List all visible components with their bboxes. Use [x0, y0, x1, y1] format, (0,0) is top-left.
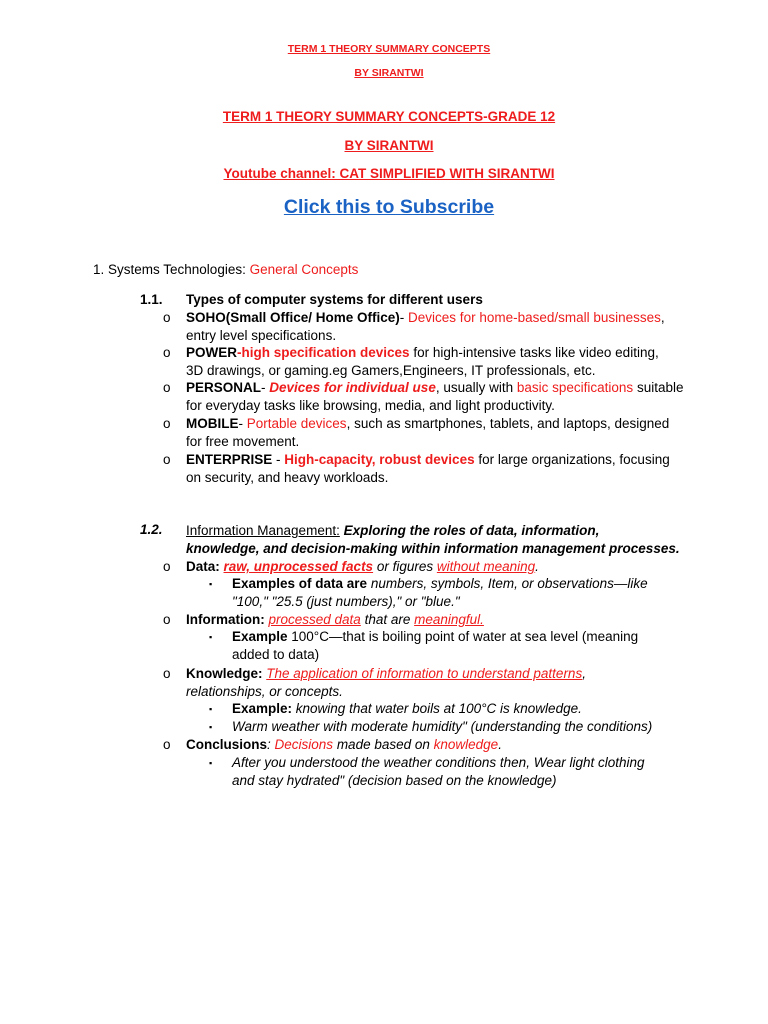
example-label: Example — [232, 629, 288, 644]
list-item-power — [186, 344, 659, 380]
separator: - — [238, 416, 247, 431]
text: made based on — [333, 737, 434, 752]
bullet-marker: o — [163, 416, 171, 431]
bullet-marker: o — [163, 666, 171, 681]
square-bullet: ▪ — [209, 758, 213, 768]
text: , such as smartphones, tablets, and laptops, designed — [346, 416, 670, 431]
section-heading — [93, 262, 358, 277]
square-bullet: ▪ — [209, 722, 213, 732]
separator: - — [272, 452, 285, 467]
text: . — [535, 559, 539, 574]
square-bullet: ▪ — [209, 632, 213, 642]
term: Information: — [186, 612, 269, 627]
example-label: Example: — [232, 701, 293, 716]
text: , — [582, 666, 586, 681]
running-header-title: TERM 1 THEORY SUMMARY CONCEPTS — [287, 43, 491, 55]
document-author: BY SIRANTWI — [344, 138, 434, 153]
subsection-number: 1.1. — [140, 292, 163, 307]
text: , usually with — [435, 380, 517, 395]
heading-underlined: Information Management: — [186, 523, 340, 538]
separator: - — [237, 345, 242, 360]
example-text: and stay hydrated" (decision based on the knowledge) — [232, 773, 557, 788]
text: 3D drawings, or gaming.eg Gamers,Engineers, IT professionals, etc. — [186, 363, 596, 378]
highlight: basic specifications — [516, 380, 634, 395]
list-item-mobile — [186, 415, 669, 451]
bullet-marker: o — [163, 559, 171, 574]
subscribe-link-row — [0, 196, 768, 219]
list-item-soho — [186, 309, 665, 345]
text: entry level specifications. — [186, 328, 337, 343]
knowledge-example — [232, 700, 582, 718]
term: POWER — [186, 345, 238, 360]
bullet-marker: o — [163, 345, 171, 360]
example-text: added to data) — [232, 647, 320, 662]
subscribe-link[interactable]: Click this to Subscribe — [283, 196, 495, 218]
section-label-highlight: General Concepts — [249, 262, 359, 277]
separator: - — [399, 310, 409, 325]
square-bullet: ▪ — [209, 579, 213, 589]
list-item-conclusions — [186, 736, 502, 754]
information-example — [232, 628, 638, 664]
text: or figures — [373, 559, 437, 574]
highlight: Portable devices — [246, 416, 347, 431]
subsection-heading: Types of computer systems for different users — [186, 292, 483, 307]
running-header-author: BY SIRANTWI — [354, 67, 424, 79]
bullet-marker: o — [163, 310, 171, 325]
youtube-channel: Youtube channel: CAT SIMPLIFIED WITH SIRANTWI — [223, 166, 555, 181]
text: for large organizations, focusing — [474, 452, 670, 467]
bullet-marker: o — [163, 380, 171, 395]
list-item-enterprise — [186, 451, 670, 487]
highlight: Devices for home-based/small businesses — [408, 310, 661, 325]
highlight: knowledge — [433, 737, 499, 752]
text: . — [498, 737, 502, 752]
square-bullet: ▪ — [209, 704, 213, 714]
highlight: high specification devices — [241, 345, 410, 360]
term: Conclusions — [186, 737, 268, 752]
text: for high-intensive tasks like video editing, — [409, 345, 659, 360]
highlight: raw, unprocessed facts — [223, 559, 374, 574]
term: MOBILE — [186, 416, 239, 431]
highlight: The application of information to understand patterns — [266, 666, 583, 681]
highlight: Devices for individual use — [269, 380, 436, 395]
term: SOHO(Small Office/ Home Office) — [186, 310, 400, 325]
text: that are — [360, 612, 415, 627]
highlight: meaningful. — [414, 612, 484, 627]
list-item-knowledge — [186, 665, 586, 701]
text: : — [267, 737, 275, 752]
example-label: Examples of data are — [232, 576, 368, 591]
heading-text: knowledge, and decision-making within information management processes. — [186, 541, 680, 556]
document-title: TERM 1 THEORY SUMMARY CONCEPTS-GRADE 12 — [222, 109, 556, 124]
term: ENTERPRISE — [186, 452, 273, 467]
section-label: 1. Systems Technologies: — [93, 262, 250, 277]
text: for free movement. — [186, 434, 300, 449]
bullet-marker: o — [163, 737, 171, 752]
subsection-heading — [186, 522, 680, 558]
list-item-data — [186, 558, 539, 576]
term: Knowledge: — [186, 666, 267, 681]
text: on security, and heavy workloads. — [186, 470, 389, 485]
example-text: After you understood the weather conditions then, Wear light clothing — [232, 755, 645, 770]
heading-text: Exploring the roles of data, information, — [339, 523, 600, 538]
text: suitable — [633, 380, 684, 395]
list-item-information — [186, 611, 484, 629]
text: , — [660, 310, 665, 325]
text: relationships, or concepts. — [186, 684, 343, 699]
example-text: 100°C—that is boiling point of water at sea level (meaning — [287, 629, 639, 644]
example-text: "100," "25.5 (just numbers)," or "blue." — [232, 594, 460, 609]
highlight: High-capacity, robust devices — [284, 452, 475, 467]
bullet-marker: o — [163, 612, 171, 627]
subsection-number: 1.2. — [140, 522, 163, 537]
highlight: Decisions — [274, 737, 334, 752]
text: for everyday tasks like browsing, media, and light productivity. — [186, 398, 555, 413]
term: Data: — [186, 559, 224, 574]
example-text: numbers, symbols, Item, or observations—like — [367, 576, 648, 591]
data-example — [232, 575, 648, 611]
term: PERSONAL — [186, 380, 262, 395]
highlight: processed data — [268, 612, 361, 627]
highlight: without meaning — [436, 559, 536, 574]
list-item-personal — [186, 379, 683, 415]
bullet-marker: o — [163, 452, 171, 467]
separator: - — [261, 380, 270, 395]
example-text: knowing that water boils at 100°C is knowledge. — [292, 701, 582, 716]
conclusions-example — [232, 754, 645, 790]
knowledge-example-2: Warm weather with moderate humidity" (understanding the conditions) — [232, 719, 653, 734]
